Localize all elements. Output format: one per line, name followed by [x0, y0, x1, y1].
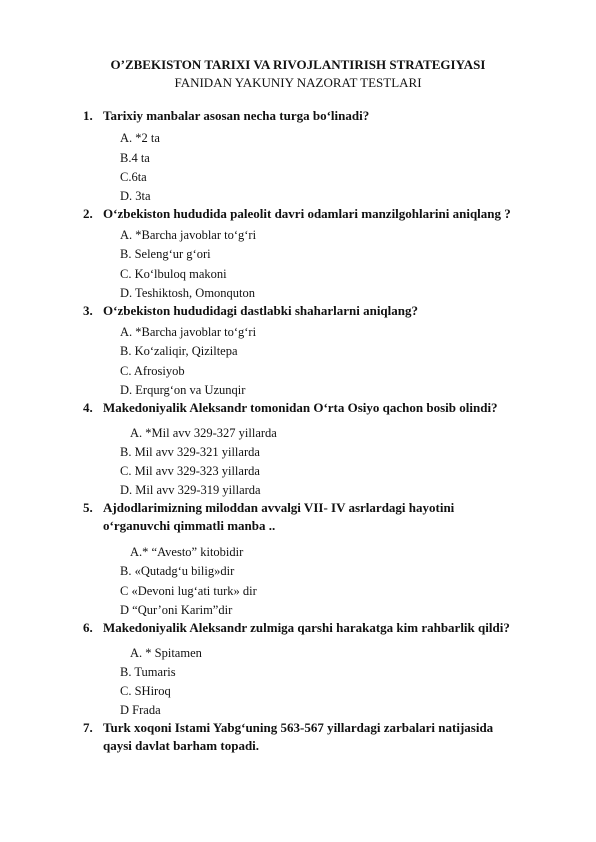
option-c: C «Devoni lug‘ati turk» dir	[120, 584, 257, 598]
option-b: B. Tumaris	[120, 665, 176, 679]
option-c: C. Ko‘lbuloq makoni	[120, 267, 227, 281]
question-text: Makedoniyalik Aleksandr zulmiga qarshi harakatga kim rahbarlik qildi?	[103, 620, 510, 635]
option-a: A.* “Avesto” kitobidir	[130, 545, 244, 559]
question-text: Tarixiy manbalar asosan necha turga bo‘linadi?	[103, 108, 370, 123]
question-5	[83, 499, 563, 535]
option-c: C. SHiroq	[120, 684, 171, 698]
option-a: A. * Spitamen	[130, 646, 202, 660]
question-number: 3.	[83, 303, 93, 318]
document-title: O’ZBEKISTON TARIXI VA RIVOJLANTIRISH STRATEGIYASI	[110, 57, 486, 72]
question-3	[83, 302, 563, 320]
option-c: C.6ta	[120, 170, 147, 184]
option-b: B.4 ta	[120, 151, 150, 165]
question-6	[83, 619, 573, 637]
option-b: B. Mil avv 329-321 yillarda	[120, 445, 260, 459]
question-number: 1.	[83, 108, 93, 123]
option-a: A. *Mil avv 329-327 yillarda	[130, 426, 277, 440]
option-a: A. *2 ta	[120, 131, 160, 145]
option-d: D. Mil avv 329-319 yillarda	[120, 483, 261, 497]
option-a: A. *Barcha javoblar to‘g‘ri	[120, 325, 257, 339]
question-1	[83, 107, 563, 125]
question-text: Turk xoqoni Istami Yabg‘uning 563-567 yillardagi zarbalari natijasida	[103, 720, 494, 735]
option-d: D. Erqurg‘on va Uzunqir	[120, 383, 246, 397]
question-text: O‘zbekiston hududidagi dastlabki shaharlarni aniqlang?	[103, 303, 419, 318]
question-text: Makedoniyalik Aleksandr tomonidan O‘rta Osiyo qachon bosib olindi?	[103, 400, 498, 415]
option-b: B. «Qutadg‘u bilig»dir	[120, 564, 235, 578]
question-text-continued: qaysi davlat barham topadi.	[103, 738, 260, 753]
question-number: 6.	[83, 620, 93, 635]
question-number: 5.	[83, 500, 93, 515]
option-d: D Frada	[120, 703, 161, 717]
document-subtitle: FANIDAN YAKUNIY NAZORAT TESTLARI	[174, 75, 422, 90]
question-number: 7.	[83, 720, 93, 735]
option-b: B. Ko‘zaliqir, Qiziltepa	[120, 344, 238, 358]
option-d: D “Qur’oni Karim”dir	[120, 603, 233, 617]
question-7	[83, 719, 563, 755]
question-number: 2.	[83, 206, 93, 221]
option-c: C. Mil avv 329-323 yillarda	[120, 464, 260, 478]
question-text: Ajdodlarimizning miloddan avvalgi VII- IV asrlardagi hayotini	[103, 500, 455, 515]
question-text: O‘zbekiston hududida paleolit davri odamlari manzilgohlarini aniqlang ?	[103, 206, 511, 221]
option-c: C. Afrosiyob	[120, 364, 185, 378]
option-a: A. *Barcha javoblar to‘g‘ri	[120, 228, 257, 242]
option-d: D. 3ta	[120, 189, 151, 203]
question-2	[83, 205, 573, 223]
question-4	[83, 399, 563, 417]
option-d: D. Teshiktosh, Omonquton	[120, 286, 256, 300]
question-number: 4.	[83, 400, 93, 415]
option-b: B. Seleng‘ur g‘ori	[120, 247, 211, 261]
question-text-continued: o‘rganuvchi qimmatli manba ..	[103, 518, 276, 533]
